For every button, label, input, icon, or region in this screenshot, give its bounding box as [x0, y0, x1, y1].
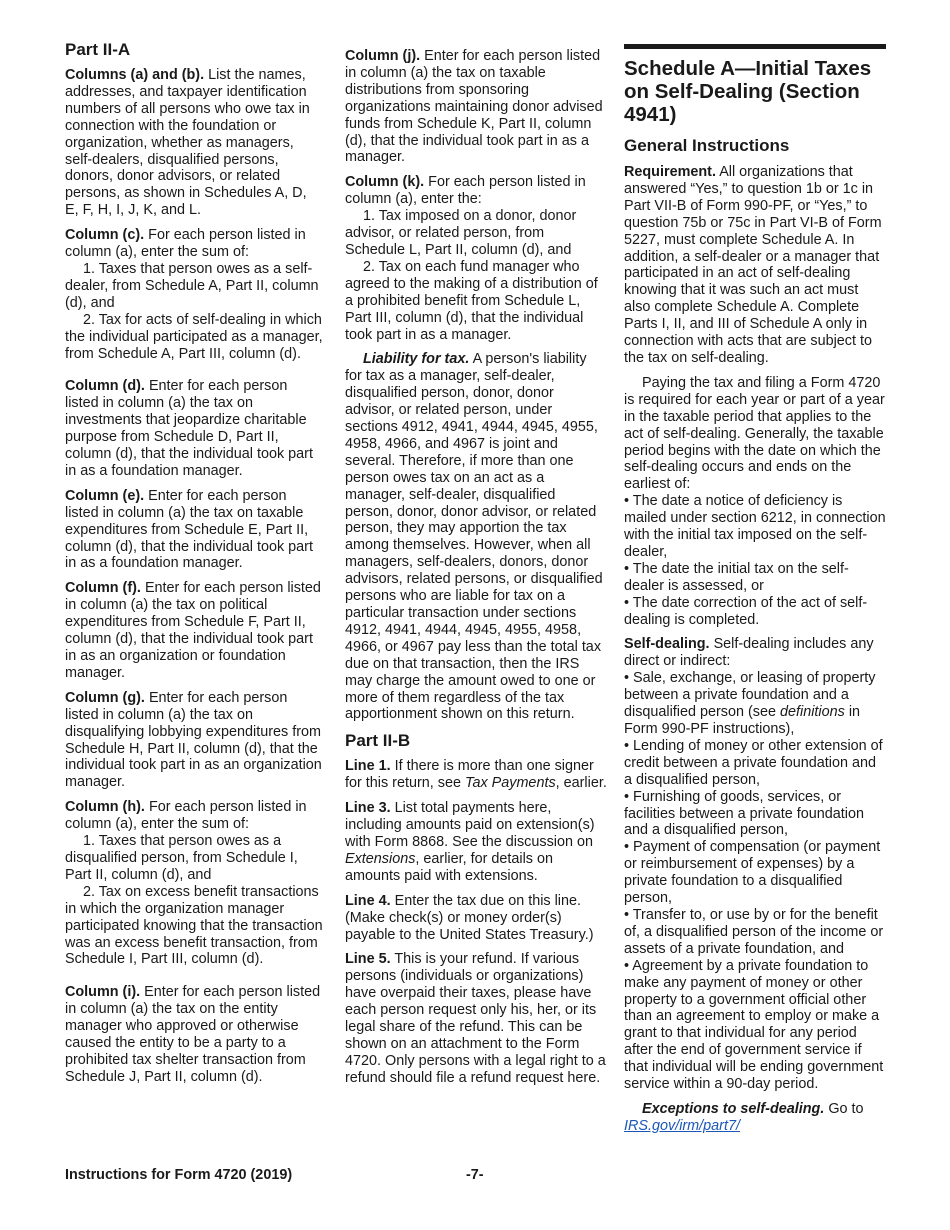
- line-4-para: Line 4. Enter the tax due on this line. (Make check(s) or money order(s) payable to the United States Treasury.): [345, 892, 594, 943]
- part-ii-b-heading: Part II-B: [345, 731, 411, 751]
- column-middle: [345, 48, 607, 1095]
- line-5-para: Line 5. This is your refund. If various persons (individuals or organizations) have overpaid their taxes, please have each person request only his, her, or its legal share of the refund. This can be shown on an attachment to the Form 4720. Only persons with a legal right to a refund should file a refund request here.: [345, 951, 606, 1086]
- column-h-para: Column (h). For each person listed in column (a), enter the sum of:: [65, 799, 307, 833]
- column-left: [65, 40, 323, 1094]
- period-bullet-2: • The date the initial tax on the self-dealer is assessed, or: [624, 560, 849, 594]
- schedule-a-title: Schedule A—Initial Taxes on Self-Dealing (Section 4941): [624, 57, 872, 126]
- self-dealing-bullet-5: • Transfer to, or use by or for the benefit of, a disqualified person of the income or assets of a private foundation, and: [624, 906, 884, 957]
- liability-para: Liability for tax. A person's liability for tax as a manager, self-dealer, disqualified person, donor, donor advisor, or related person, under sections 4912, 4941, 4944, 4945, 4955, 4958, 4966, and 4967 is joint and several. Therefore, if more than one person owes tax on an act as a manager, self-dealer, disqualified person, donor, donor advisor, or related person, they may apportion the tax among themselves. However, when all managers, self-dealers, donors, donor advisors, related persons, or disqualified persons who are liable for tax on a particular transaction under sections 4912, 4941, 4944, 4945, 4955, 4958, 4966, or 4967 pay less than the total tax due on that transaction, then the IRS may charge the amount owed to one or more of them regardless of the tax apportionment shown on this return.: [345, 351, 603, 723]
- self-dealing-bullet-4: • Payment of compensation (or payment or reimbursement of expenses) by a private foundation to a disqualified person,: [624, 839, 881, 907]
- column-i-para: Column (i). Enter for each person listed in column (a) the tax on the entity manager who approved or otherwise caused the entity to be a party to a prohibited tax shelter transaction from Schedule J, Part II, column (d).: [65, 984, 321, 1085]
- self-dealing-bullet-2: • Lending of money or other extension of credit between a private foundation and a disqualified person,: [624, 737, 883, 788]
- schedule-a-rule: [624, 44, 886, 126]
- general-instructions-heading: General Instructions: [624, 136, 790, 155]
- column-g-para: Column (g). Enter for each person listed in column (a) the tax on disqualifying lobbying expenditures from Schedule H, Part II, column (d), that the individual took part in as an organization manager.: [65, 689, 322, 791]
- column-k-item-2: 2. Tax on each fund manager who agreed to the making of a distribution of a prohibited benefit from Schedule L, Part III, column (d), that the individual took part in as a manager.: [345, 258, 598, 343]
- period-bullet-1: • The date a notice of deficiency is mailed under section 6212, in connection with the initial tax imposed on the self-dealer,: [624, 493, 886, 560]
- self-dealing-bullet-6: • Agreement by a private foundation to make any payment of money or other property to a government official other than an agreement to employ or make a grant to that individual for any period after the end of government service if that individual will be ending government service within a 90-day period.: [624, 957, 884, 1093]
- column-c-para: Column (c). For each person listed in column (a), enter the sum of:: [65, 227, 306, 261]
- column-f-para: Column (f). Enter for each person listed in column (a) the tax on political expenditures from Schedule F, Part II, column (d), that the individual took part in as an organization or foundation manager.: [65, 580, 321, 681]
- self-dealing-bullet-3: • Furnishing of goods, services, or facilities between a private foundation and a disqualified person,: [624, 788, 864, 839]
- column-h-item-2: 2. Tax on excess benefit transactions in which the organization manager participated knowing that the transaction was an excess benefit transaction, from Schedule I, Part III, column (d).: [65, 883, 323, 968]
- period-bullet-3: • The date correction of the act of self-dealing is completed.: [624, 594, 868, 628]
- footer-page-number: -7-: [466, 1167, 484, 1183]
- line-1-para: Line 1. If there is more than one signer for this return, see Tax Payments, earlier.: [345, 758, 607, 792]
- column-d-para: Column (d). Enter for each person listed in column (a) the tax on investments that jeopardize charitable purpose from Schedule D, Part II, column (d), that the individual took part in as a foundation manager.: [65, 378, 313, 479]
- column-c-item-1: 1. Taxes that person owes as a self-dealer, from Schedule A, Part II, column (d), and: [65, 260, 319, 311]
- requirement-para: Requirement. All organizations that answered “Yes,” to question 1b or 1c in Part VII-B of Form 990-PF, or “Yes,” to question 75b or 75c in Part VI-B of Form 5227, must complete Schedule A. In addition, a self-dealer or a manager that participated in an act of self-dealing knowing that it was such an act must also complete Schedule A. Complete Parts I, II, and III of Schedule A only in connection with acts that are subject to the tax on self-dealing.: [624, 164, 882, 366]
- exceptions-para: Exceptions to self-dealing. Go to IRS.gov/irm/part7/: [624, 1100, 864, 1134]
- irs-irm-link[interactable]: IRS.gov/irm/part7/: [624, 1117, 740, 1134]
- column-e-para: Column (e). Enter for each person listed in column (a) the tax on taxable expenditures from Schedule E, Part II, column (d), that the individual took part in as a foundation manager.: [65, 487, 313, 572]
- part-ii-a-heading: Part II-A: [65, 40, 131, 59]
- column-h-item-1: 1. Taxes that person owes as a disqualified person, from Schedule I, Part II, column (d), and: [65, 833, 298, 883]
- paying-tax-para: Paying the tax and filing a Form 4720 is required for each year or part of a year in the taxable period that applies to the act of self-dealing. Generally, the taxable period begins with the date on which the self-dealing occurs and ends on the earliest of:: [624, 374, 885, 493]
- column-c-item-2: 2. Tax for acts of self-dealing in which the individual participated as a manager, from Schedule A, Part III, column (d).: [65, 311, 323, 362]
- self-dealing-para: Self-dealing. Self-dealing includes any direct or indirect:: [624, 636, 874, 670]
- column-k-item-1: 1. Tax imposed on a donor, donor advisor, or related person, from Schedule L, Part II, column (d), and: [345, 208, 577, 258]
- self-dealing-bullet-1: • Sale, exchange, or leasing of property between a private foundation and a disqualified person (see definitions in Form 990-PF instructions),: [624, 670, 876, 737]
- footer-form-title: Instructions for Form 4720 (2019): [65, 1167, 293, 1183]
- line-3-para: Line 3. List total payments here, including amounts paid on extension(s) with Form 8868. See the discussion on Extensions, earlier, for details on amounts paid with extensions.: [345, 800, 595, 884]
- columns-a-b-para: Columns (a) and (b). List the names, addresses, and taxpayer identification numbers of all persons who owe tax in connection with the foundation or organization, whether as managers, self-dealers, disqualified persons, donors, donor advisors, or related persons, as shown in Schedules A, D, E, F, H, I, J, K, and L.: [65, 67, 310, 219]
- column-j-para: Column (j). Enter for each person listed in column (a) the tax on taxable distributions from sponsoring organizations maintaining donor advised funds from Schedule K, Part II, column (d), that the individual took part in as a manager.: [345, 48, 603, 166]
- column-right: [624, 40, 886, 1135]
- column-k-para: Column (k). For each person listed in column (a), enter the:: [345, 174, 586, 208]
